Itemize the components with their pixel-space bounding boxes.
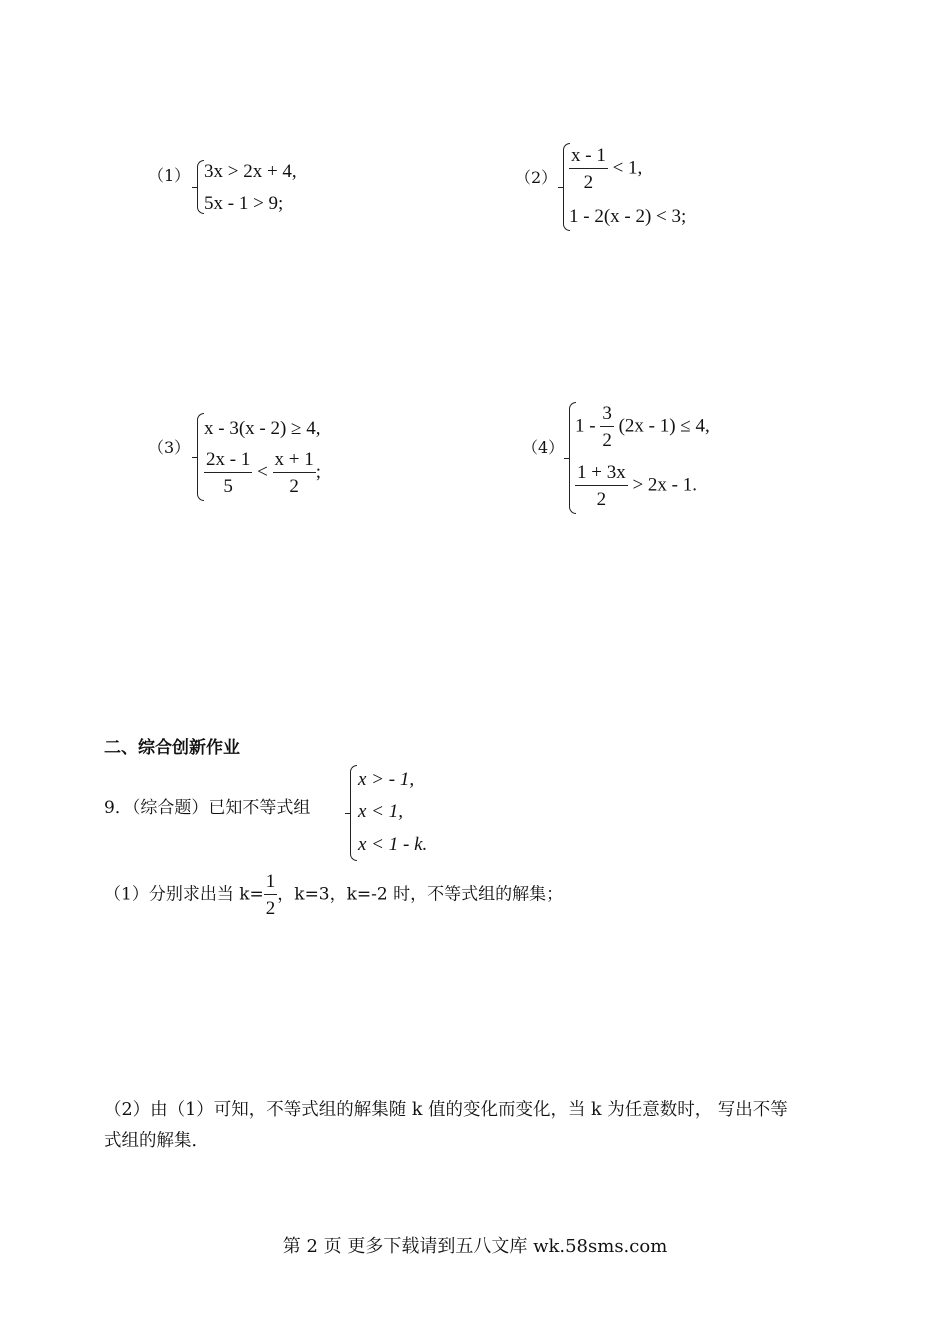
problem-4-frac1-numerator: 3: [600, 404, 614, 427]
q9-line-3: x < 1 - k.: [358, 834, 428, 855]
q9-part-1-before: （1）分别求出当 k=: [104, 884, 264, 905]
problem-4-frac1-denominator: 2: [602, 430, 612, 451]
problem-4-line-1-tail: (2x - 1) ≤ 4,: [618, 415, 710, 437]
problem-1-line-1: 3x > 2x + 4,: [204, 161, 297, 182]
section-title: 二、综合创新作业: [104, 738, 240, 758]
problem-1-label: （1）: [148, 166, 191, 185]
q9-part-2-line-1: （2）由（1）可知，不等式组的解集随 k 值的变化而变化，当 k 为任意数时， 写出不等: [104, 1100, 788, 1120]
problem-4-line-2: [575, 463, 697, 509]
page-footer: 第 2 页 更多下载请到五八文库 wk.58sms.com: [282, 1236, 668, 1257]
problem-3-operator: <: [257, 461, 268, 483]
problem-4-line-1-head: 1 -: [575, 415, 596, 437]
problem-4-line-1: [575, 404, 710, 450]
problem-3-frac2-numerator: x + 1: [273, 450, 316, 473]
problem-3-frac2-denominator: 2: [289, 476, 299, 497]
problem-3-line-2: [204, 450, 321, 496]
q9-part-1-after: ，k=3，k=-2 时，不等式组的解集；: [277, 884, 564, 905]
problem-3-tail: ;: [315, 461, 322, 483]
problem-2-frac-numerator: x - 1: [569, 146, 608, 169]
problem-4-frac2-numerator: 1 + 3x: [575, 463, 628, 486]
q9-prefix: 9．（综合题）已知不等式组: [104, 798, 311, 818]
problem-1-brace: [197, 160, 204, 214]
q9-line-2: x < 1,: [358, 801, 404, 822]
q9-line-1: x > - 1,: [358, 769, 415, 790]
problem-3-frac1-numerator: 2x - 1: [204, 450, 252, 473]
problem-4-frac2-denominator: 2: [596, 489, 607, 510]
problem-2-frac-tail: < 1,: [612, 157, 643, 179]
problem-3-label: （3）: [148, 438, 191, 457]
problem-2-frac-denominator: 2: [583, 172, 594, 193]
problem-3-frac1-denominator: 5: [223, 476, 233, 497]
q9-part-1-frac-denominator: 2: [265, 898, 276, 919]
problem-4-line-2-tail: > 2x - 1.: [632, 474, 698, 496]
problem-2-label: （2）: [515, 168, 558, 187]
problem-3-brace: [197, 413, 204, 501]
q9-part-1: [104, 872, 563, 918]
problem-2-line-2: 1 - 2(x - 2) < 3;: [569, 206, 687, 227]
q9-part-1-frac-numerator: 1: [264, 872, 278, 895]
problem-1-line-2: 5x - 1 > 9;: [204, 193, 284, 214]
problem-3-line-1: x - 3(x - 2) ≥ 4,: [204, 418, 321, 439]
q9-brace: [350, 765, 357, 861]
q9-part-2-line-2: 式组的解集．: [104, 1131, 209, 1151]
problem-2-line-1: [569, 146, 642, 192]
problem-4-label: （4）: [522, 438, 565, 457]
